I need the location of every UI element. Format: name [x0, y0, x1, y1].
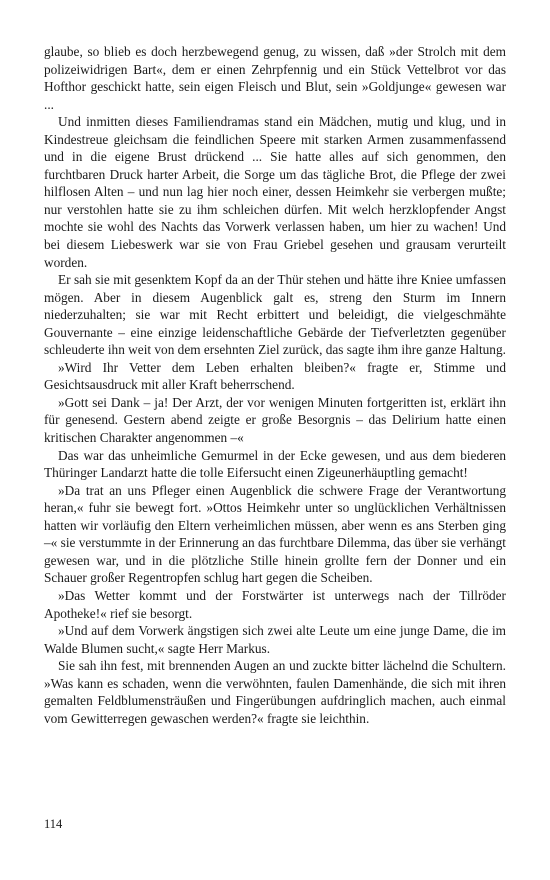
paragraph-2: Und inmitten dieses Familiendramas stand ein Mädchen, mutig und klug, und in Kindestreue gleichsam die feindlichen Speere mit starken Armen zusammenfassend und in die eigene Brust drückend ... Sie hatte alles auf sich genommen, den furchtbaren Druck harter Arbeit, die Sorge um das tägliche Brot, die Pflege der zwei hilflosen Alten – und nun lag hier noch einer, dessen Heimkehr sie verbergen mußte; nur verstohlen hatte sie zu ihm schleichen dürfen. Mit welch herzklopfender Angst mochte sie wohl des Nachts das Vorwerk verlassen haben, um hier zu wachen! Und bei diesem Liebeswerk war sie von Frau Griebel gesehen und grausam verurteilt worden.	[44, 114, 506, 270]
paragraph-5: »Gott sei Dank – ja! Der Arzt, der vor wenigen Minuten fortgeritten ist, erklärt ihn für genesend. Gestern abend zeigte er große Besorgnis – das Delirium hatte einen kritischen Charakter angenommen –«	[44, 394, 506, 446]
paragraph-8: »Das Wetter kommt und der Forstwärter ist unterwegs nach der Tillröder Apotheke!« rief sie besorgt.	[44, 587, 506, 621]
page-number: 114	[44, 817, 63, 831]
paragraph-1: glaube, so blieb es doch herzbewegend genug, zu wissen, daß »der Strolch mit dem polizeiwidrigen Bart«, dem er einen Zehrpfennig und ein Stück Vettelbrot vor das Hofthor geschickt hatte, sein eigen Fleisch und Blut, sein »Goldjunge« gewesen war ...	[44, 44, 506, 112]
paragraph-6: Das war das unheimliche Gemurmel in der Ecke gewesen, und aus dem biederen Thüringer Landarzt hatte die tolle Eifersucht einen Zigeunerhäuptling gemacht!	[44, 447, 506, 481]
paragraph-10: Sie sah ihn fest, mit brennenden Augen an und zuckte bitter lächelnd die Schultern. »Was kann es schaden, wenn die verwöhnten, faulen Damenhände, die sich mit ihren gemalten Feldblumensträußen und Fingerübungen aufdringlich machen, auch einmal vom Gewitterregen gewaschen werden?« fragte sie leichthin.	[44, 658, 506, 726]
page-body	[44, 43, 506, 727]
paragraph-4: »Wird Ihr Vetter dem Leben erhalten bleiben?« fragte er, Stimme und Gesichtsausdruck mit aller Kraft beherrschend.	[44, 359, 506, 393]
paragraph-9: »Und auf dem Vorwerk ängstigen sich zwei alte Leute um eine junge Dame, die im Walde Blumen sucht,« sagte Herr Markus.	[44, 623, 506, 656]
paragraph-3: Er sah sie mit gesenktem Kopf da an der Thür stehen und hätte ihre Kniee umfassen mögen. Aber in diesem Augenblick galt es, streng den Sturm im Innern niederzuhalten; sie war mit Recht erbittert und beleidigt, die vielgeschmähte Gouvernante – eine einzige leidenschaftliche Gebärde der Tiefverletzten gegenüber schleuderte ihn weit von dem ersehnten Ziel zurück, das sagte ihm ihre ganze Haltung.	[44, 272, 506, 358]
paragraph-7: »Da trat an uns Pfleger einen Augenblick die schwere Frage der Verantwortung heran,« fuhr sie bewegt fort. »Ottos Heimkehr unter so unglücklichen Verhältnissen hatten wir vorläufig den Eltern verheimlichen müssen, aber wenn es ans Sterben ging –« sie verstummte in der Erinnerung an das furchtbare Dilemma, das über sie verhängt gewesen war, und in die plötzliche Stille hinein grollte fern der Donner und ein Schauer großer Regentropfen schlug hart gegen die Scheiben.	[44, 482, 506, 586]
